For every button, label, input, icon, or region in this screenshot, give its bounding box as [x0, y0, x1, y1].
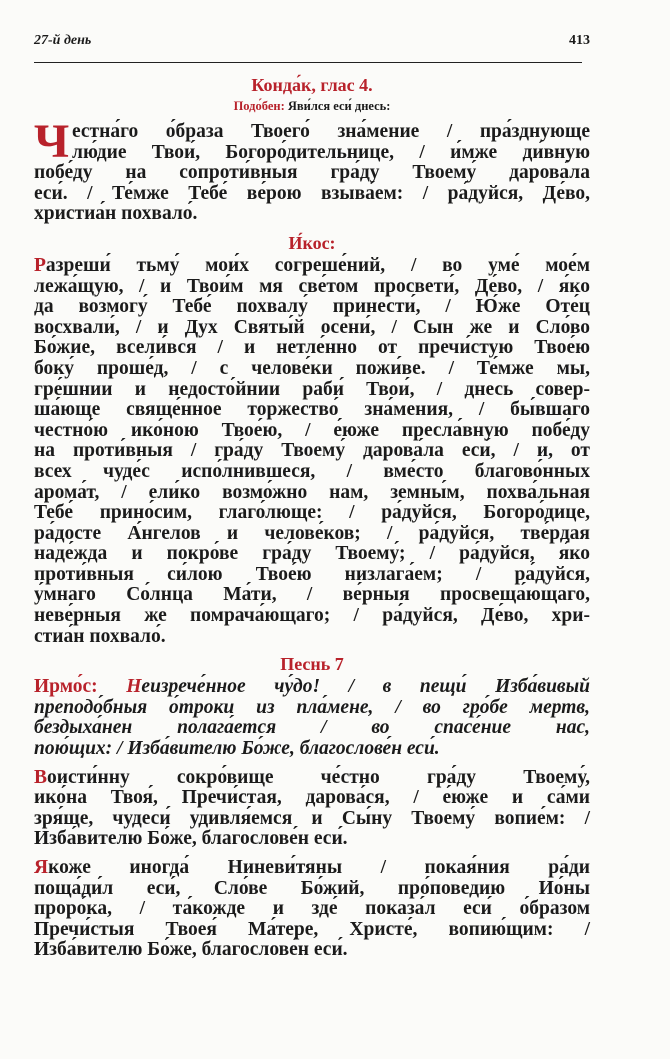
troparion-line: поща́ди́л еси́, Сло́ве Бо́жий, про́поведию Ио́ны [34, 877, 590, 899]
troparion-line: ико́на Твоя́, Пречи́стая, дарова́ся, / е́юже и са́ми [34, 787, 590, 809]
ikos-line: арома́т, / ели́ко возмо́жно нам, земны́м, похва́льная [34, 481, 590, 503]
ikos-line: стиа́н похвало́. [34, 625, 166, 647]
irmos-line: бездыха́нен полага́ется / во спасе́ние нас, [34, 717, 590, 739]
kondak-line: естна́го о́браза Твоего́ зна́мение / пра́зднующе [72, 121, 590, 142]
ikos-line: ра́досте А́нгелов и челове́ков; / ра́дуйся, тве́рдая [34, 522, 590, 544]
ikos-text [34, 256, 590, 647]
troparion-line-text: оисти́нну сокро́вище че́стно гра́ду Твоему́, [47, 766, 590, 788]
ikos-line: да возмогу́ Тебе́ похвалу́ принести́, / Ю́же Оте́ц [34, 296, 590, 318]
irmos-initial: Н [126, 676, 142, 698]
ikos-line: наде́жда и покро́ве гра́ду Твоему́; / ра́дуйся, я́ко [34, 543, 590, 565]
irmos-text [34, 677, 590, 759]
kondak-line: побе́ду на сопроти́вныя гра́ду Твоему́ дарова́ла [34, 162, 590, 184]
podoben-line [34, 98, 590, 115]
troparion-1 [34, 768, 590, 850]
ikos-initial: Р [34, 254, 46, 276]
troparion-line: Изба́вителю Бо́же, благослове́н еси́. [34, 828, 348, 850]
page-header [34, 30, 590, 56]
podoben-label: Подо́бен: [233, 99, 285, 113]
ikos-line: Бо́жие, всели́вся / и нетле́нно от пречи́стую Твое́ю [34, 337, 590, 359]
ikos-line: Тебе́ прино́сим, глаго́люще: / ра́дуйся, Богоро́дице, [34, 502, 590, 524]
ikos-heading: И́кос: [288, 232, 336, 253]
ikos-line: ша́юще свяще́нное торжество́ зна́мения, / бы́вшаго [34, 399, 590, 421]
running-head: 27-й день [34, 33, 92, 48]
pesn-heading: Песнь 7 [280, 654, 344, 675]
ikos-line: на проти́вныя / гра́ду Твоему́ дарова́ла еси́, / и, от [34, 440, 590, 462]
irmos-line-text: еизрече́нное чу́до! / в пещи́ Изба́вивый [141, 676, 591, 698]
page-content [34, 74, 590, 961]
ikos-line: неве́рныя же помрача́ющаго; / ра́дуйся, Де́во, хри- [34, 605, 590, 627]
ikos-line: всех чуде́с испо́лнившеся, / вме́сто благово́нных [34, 460, 590, 482]
troparion-line: Изба́вителю Бо́же, благослове́н еси́. [34, 939, 348, 961]
header-divider [34, 62, 582, 63]
page-number: 413 [569, 33, 590, 48]
irmos-line: пою́щих: / Изба́вителю Бо́же, благослове́н еси́. [34, 738, 440, 760]
troparion-line: зря́ще, чудеси́ удивля́емся и Сы́ну Твоему́ вопие́м: / [34, 807, 590, 829]
podoben-text: Яви́лся еси́ днесь: [287, 99, 391, 113]
irmos-line: преподо́бныя о́троки из пла́мене, / во гро́бе мертв, [34, 696, 590, 718]
kondak-dropcap: Ч [34, 115, 70, 168]
kondak-heading: Конда́к, глас 4. [251, 75, 373, 95]
ikos-line-text: азреши́ тьму́ мои́х согреше́ний, / во уме́ мое́м [45, 254, 590, 276]
kondak-text [34, 115, 590, 225]
irmos-line [34, 677, 590, 698]
troparion-line-text: коже иногда́ Ниневи́тяны / покая́ния ра́ди [48, 857, 590, 878]
troparion-1-initial: В [34, 766, 48, 788]
troparion-2-initial: Я [34, 857, 49, 878]
ikos-line: проти́вныя си́лою Твое́ю низлага́ем; / ра́дуйся, [34, 563, 590, 585]
kondak-line: христиа́н похвало́. [34, 203, 198, 225]
ikos-line: у́мнаго Со́лнца Ма́ти, / ве́рныя просвеща́ющаго, [34, 584, 590, 606]
ikos-line: лежа́щую, / и Твои́м мя све́том просвети́, Де́во, / я́ко [34, 275, 590, 297]
kondak-line: лю́дие Твои́, Богоро́дительнице, / и́мже ди́вную [72, 141, 590, 163]
ikos-line: честно́ю ико́ною Твое́ю, / е́юже пресла́вную побе́ду [34, 419, 590, 441]
ikos-line: боку́ проше́д, / с челове́ки пожи́ве. / Те́мже мы, [34, 357, 590, 379]
troparion-2 [34, 858, 590, 961]
irmos-label: Ирмо́с: [34, 676, 98, 698]
troparion-line [34, 858, 590, 879]
ikos-line: восхвали́, / и Дух Святы́й осени́, / Сын же и Сло́во [34, 316, 590, 338]
ikos-line: гре́шнии и недосто́йнии раби́ Твои́, / днесь совер- [34, 378, 590, 400]
troparion-line [34, 768, 590, 789]
troparion-line: проро́ка, / та́кожде и зде́ показа́л еси́ о́бразом [34, 898, 590, 920]
kondak-line: еси́. / Те́мже Тебе́ ве́рою взыва́ем: / ра́дуйся, Де́во, [34, 182, 590, 204]
troparion-line: Пречи́стыя Твоея́ Ма́тере, Христе́, вопию́щим: / [34, 918, 590, 940]
ikos-line [34, 256, 590, 277]
